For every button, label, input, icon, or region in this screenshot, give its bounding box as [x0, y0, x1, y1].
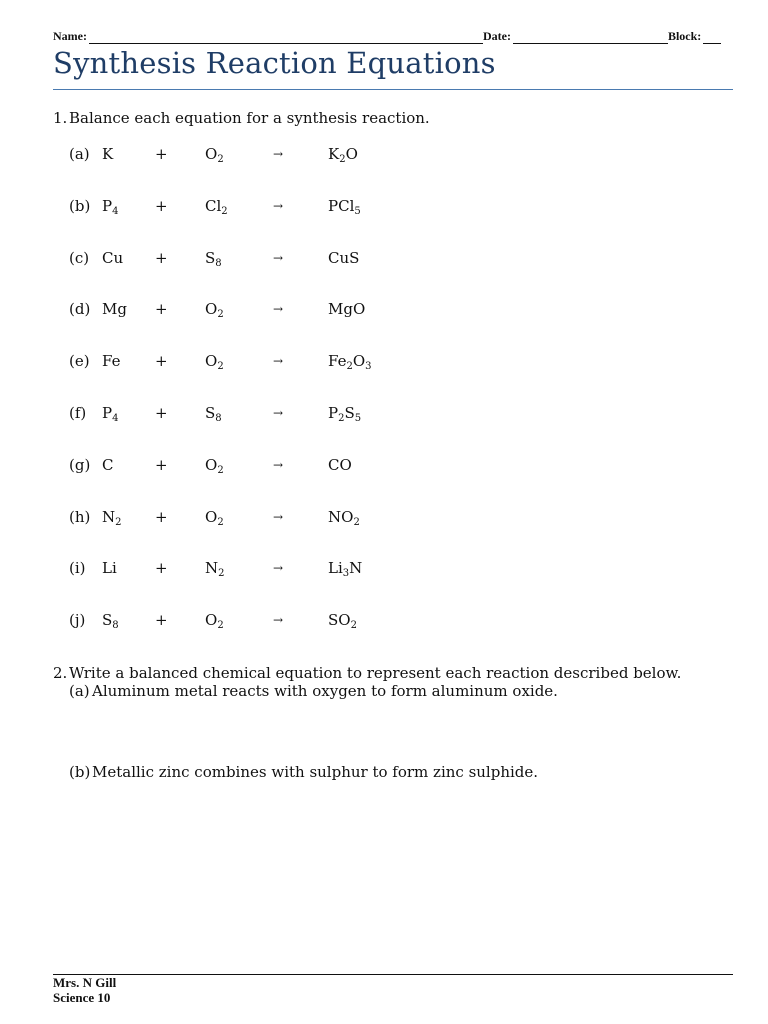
date-field[interactable]	[513, 32, 668, 44]
equation-row	[0, 508, 768, 530]
product: $K_2O$	[328, 145, 358, 165]
plus-sign: +	[155, 249, 168, 267]
plus-sign: +	[155, 559, 168, 577]
product: $Fe_2O_3$	[328, 352, 372, 372]
reaction-arrow-icon: →	[273, 613, 284, 627]
reactant-2: $O_2$	[205, 611, 224, 631]
equation-row	[0, 611, 768, 633]
question-2b-text: Metallic zinc combines with sulphur to form zinc sulphide.	[92, 763, 539, 781]
reactant-2: $S_8$	[205, 249, 222, 269]
plus-sign: +	[155, 145, 168, 163]
reaction-arrow-icon: →	[273, 406, 284, 420]
question-2b	[69, 763, 538, 781]
block-label: Block:	[667, 29, 702, 43]
reactant-2: $O_2$	[205, 352, 224, 372]
plus-sign: +	[155, 197, 168, 215]
plus-sign: +	[155, 611, 168, 629]
footer-course: Science 10	[53, 990, 111, 1005]
question-2a	[69, 682, 558, 700]
question-1-text: Balance each equation for a synthesis reaction.	[69, 109, 430, 127]
equation-label: (e)	[69, 352, 90, 370]
question-2b-label: (b)	[69, 763, 91, 781]
equation-row	[0, 352, 768, 374]
equation-label: (j)	[69, 611, 86, 629]
question-2	[53, 664, 681, 682]
block-field[interactable]	[703, 32, 721, 44]
reaction-arrow-icon: →	[273, 510, 284, 524]
equation-label: (a)	[69, 145, 90, 163]
reaction-arrow-icon: →	[273, 251, 284, 265]
reactant-1: Li	[102, 559, 117, 577]
question-1-number: 1.	[53, 109, 68, 127]
plus-sign: +	[155, 300, 168, 318]
equation-label: (h)	[69, 508, 91, 526]
plus-sign: +	[155, 508, 168, 526]
equation-label: (f)	[69, 404, 87, 422]
title-divider	[53, 89, 733, 90]
product: CuS	[328, 249, 360, 267]
date-label: Date:	[482, 29, 511, 43]
equation-row	[0, 249, 768, 271]
reaction-arrow-icon: →	[273, 302, 284, 316]
equation-label: (i)	[69, 559, 86, 577]
question-2a-text: Aluminum metal reacts with oxygen to form aluminum oxide.	[92, 682, 558, 700]
reaction-arrow-icon: →	[273, 147, 284, 161]
equation-label: (b)	[69, 197, 91, 215]
equation-row	[0, 145, 768, 167]
reactant-1: $N_2$	[102, 508, 122, 528]
reactant-2: $O_2$	[205, 508, 224, 528]
product: $P_2S_5$	[328, 404, 362, 424]
equation-label: (d)	[69, 300, 91, 318]
equation-label: (c)	[69, 249, 90, 267]
reactant-2: $S_8$	[205, 404, 222, 424]
reactant-2: $Cl_2$	[205, 197, 228, 217]
reaction-arrow-icon: →	[273, 561, 284, 575]
equation-row	[0, 300, 768, 322]
product: PCl$_5$	[328, 197, 361, 217]
student-info-header	[53, 29, 733, 44]
reactant-1: $P_4$	[102, 404, 119, 424]
reaction-arrow-icon: →	[273, 354, 284, 368]
name-field[interactable]	[89, 32, 483, 44]
reactant-1: $S_8$	[102, 611, 119, 631]
equation-row	[0, 559, 768, 581]
reactant-2: $N_2$	[205, 559, 225, 579]
reactant-2: $O_2$	[205, 145, 224, 165]
reactant-1: K	[102, 145, 114, 163]
question-2a-label: (a)	[69, 682, 90, 700]
equation-label: (g)	[69, 456, 91, 474]
footer-teacher: Mrs. N Gill	[53, 975, 117, 990]
footer-divider	[53, 974, 733, 975]
plus-sign: +	[155, 352, 168, 370]
product: $NO_2$	[328, 508, 360, 528]
question-2-number: 2.	[53, 664, 68, 682]
product: $SO_2$	[328, 611, 357, 631]
plus-sign: +	[155, 456, 168, 474]
plus-sign: +	[155, 404, 168, 422]
product: MgO	[328, 300, 366, 318]
reactant-1: Mg	[102, 300, 127, 318]
reactant-1: Cu	[102, 249, 124, 267]
page-title: Synthesis Reaction Equations	[53, 46, 496, 80]
reactant-2: $O_2$	[205, 300, 224, 320]
equation-row	[0, 197, 768, 219]
reaction-arrow-icon: →	[273, 199, 284, 213]
product: CO	[328, 456, 352, 474]
product: $Li_3N$	[328, 559, 363, 579]
reactant-1: Fe	[102, 352, 121, 370]
name-label: Name:	[53, 29, 87, 43]
reactant-2: $O_2$	[205, 456, 224, 476]
reactant-1: $P_4$	[102, 197, 119, 217]
equation-row	[0, 456, 768, 478]
question-2-text: Write a balanced chemical equation to represent each reaction described below.	[69, 664, 682, 682]
reactant-1: C	[102, 456, 114, 474]
equation-row	[0, 404, 768, 426]
question-1	[53, 109, 430, 127]
reaction-arrow-icon: →	[273, 458, 284, 472]
